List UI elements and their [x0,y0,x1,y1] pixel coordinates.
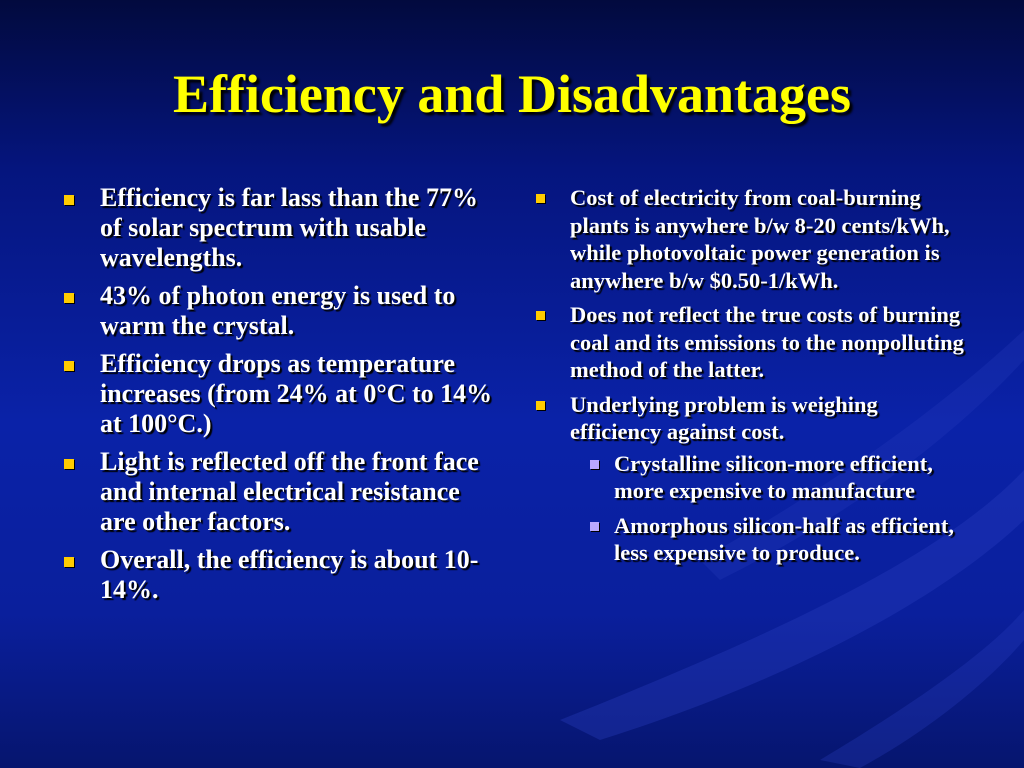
slide-title: Efficiency and Disadvantages [172,64,852,124]
square-bullet-icon [64,293,74,303]
square-bullet-icon [536,194,545,203]
list-item-text: Overall, the efficiency is about 10-14%. [100,545,479,604]
sub-list-item-text: Amorphous silicon-half as efficient, less expensive to produce. [614,512,954,565]
square-bullet-icon [536,311,545,320]
square-sub-bullet-icon [590,460,599,469]
square-bullet-icon [64,557,74,567]
square-bullet-icon [536,401,545,410]
square-bullet-icon [64,195,74,205]
list-item [62,447,498,537]
sub-bullet-list [576,450,972,567]
list-item-text: Does not reflect the true costs of burning coal and its emissions to the nonpolluting method of the latter. [570,302,964,382]
list-item-text: 43% of photon energy is used to warm the crystal. [100,281,456,340]
square-bullet-icon [64,459,74,469]
sub-list-item-text: Crystalline silicon-more efficient, more expensive to manufacture [614,450,933,503]
left-bullet-list [62,183,498,613]
list-item [62,545,498,605]
list-item-text: Efficiency is far lass than the 77% of solar spectrum with usable wavelengths. [100,183,478,272]
sub-list-item [576,450,972,505]
list-item [532,391,972,567]
square-sub-bullet-icon [590,522,599,531]
list-item [532,184,972,294]
sub-list-item [576,512,972,567]
list-item-text: Light is reflected off the front face and internal electrical resistance are other factors. [100,447,479,536]
list-item [62,183,498,273]
list-item-text: Cost of electricity from coal-burning plants is anywhere b/w 8-20 cents/kWh, while photovoltaic power generation is anywhere b/w $0.50-1/kWh. [570,185,950,293]
list-item [62,349,498,439]
list-item-text: Efficiency drops as temperature increases (from 24% at 0°C to 14% at 100°C.) [100,349,493,438]
right-bullet-list [532,184,972,574]
list-item-text: Underlying problem is weighing efficiency against cost. [570,391,878,444]
list-item [62,281,498,341]
square-bullet-icon [64,361,74,371]
list-item [532,301,972,384]
